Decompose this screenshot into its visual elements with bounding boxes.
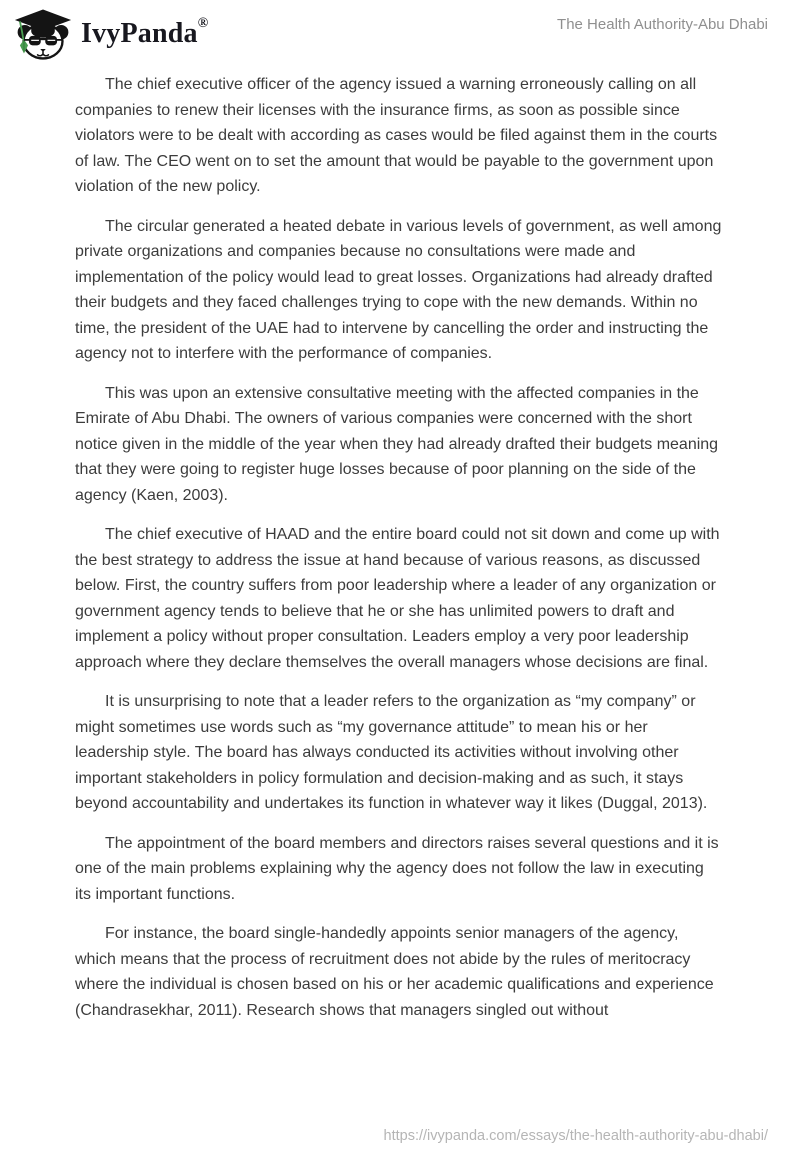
brand-name: IvyPanda®: [81, 15, 209, 49]
paragraph: The appointment of the board members and directors raises several questions and it is one of the main problems explaining why the agency does not follow the law in executing its important functions.: [75, 834, 719, 903]
registered-trademark-symbol: ®: [197, 15, 209, 31]
page-footer: [384, 1128, 768, 1144]
paragraph: The chief executive officer of the agency issued a warning erroneously calling on all companies to renew their licenses with the insurance firms, as soon as possible since violators were to be dealt with according as cases would be filed against them in the courts of law. The CEO went on to set the amount that would be payable to the government upon violation of the new policy.: [75, 76, 718, 195]
panda-graduation-cap-icon: [14, 7, 72, 61]
paragraph: It is unsurprising to note that a leader refers to the organization as “my company” or might sometimes use words such as “my governance attitude” to mean his or her leadership style. The board has always conducted its activities without involving other important stakeholders in policy formulation and decision-making and as such, it stays beyond accountability and undertakes its function in whatever way it likes (Duggal, 2013).: [75, 693, 708, 812]
paragraph: The chief executive of HAAD and the entire board could not sit down and come up with the best strategy to address the issue at hand because of various reasons, as discussed below. First, the country suffers from poor leadership where a leader of any organization or government agency tends to believe that he or she has unlimited powers to draft and implement a policy without proper consultation. Leaders employ a very poor leadership approach where they declare themselves the overall managers whose decisions are final.: [75, 526, 720, 671]
essay-body: [75, 72, 723, 1037]
paragraph: The circular generated a heated debate in various levels of government, as well among private organizations and companies because no consultations were made and implementation of the policy would lead to great losses. Organizations had already drafted their budgets and they faced challenges trying to cope with the new demands. Within no time, the president of the UAE had to intervene by cancelling the order and instructing the agency not to interfere with the performance of companies.: [75, 217, 722, 362]
page-header: [14, 6, 768, 62]
running-header-title: The Health Authority-Abu Dhabi: [557, 16, 768, 33]
ivypanda-logo: [14, 6, 208, 62]
paragraph: This was upon an extensive consultative meeting with the affected companies in the Emirate of Abu Dhabi. The owners of various companies were concerned with the short notice given in the middle of the year when they had already drafted their budgets meaning that they were going to register huge losses because of poor planning on the side of the agency (Kaen, 2003).: [75, 384, 719, 504]
paragraph: For instance, the board single-handedly appoints senior managers of the agency, which means that the process of recruitment does not abide by the rules of meritocracy where the individual is chosen based on his or her academic qualifications and experience (Chandrasekhar, 2011). Research shows that managers singled out without: [75, 925, 714, 1019]
source-url: https://ivypanda.com/essays/the-health-authority-abu-dhabi/: [383, 1128, 768, 1144]
